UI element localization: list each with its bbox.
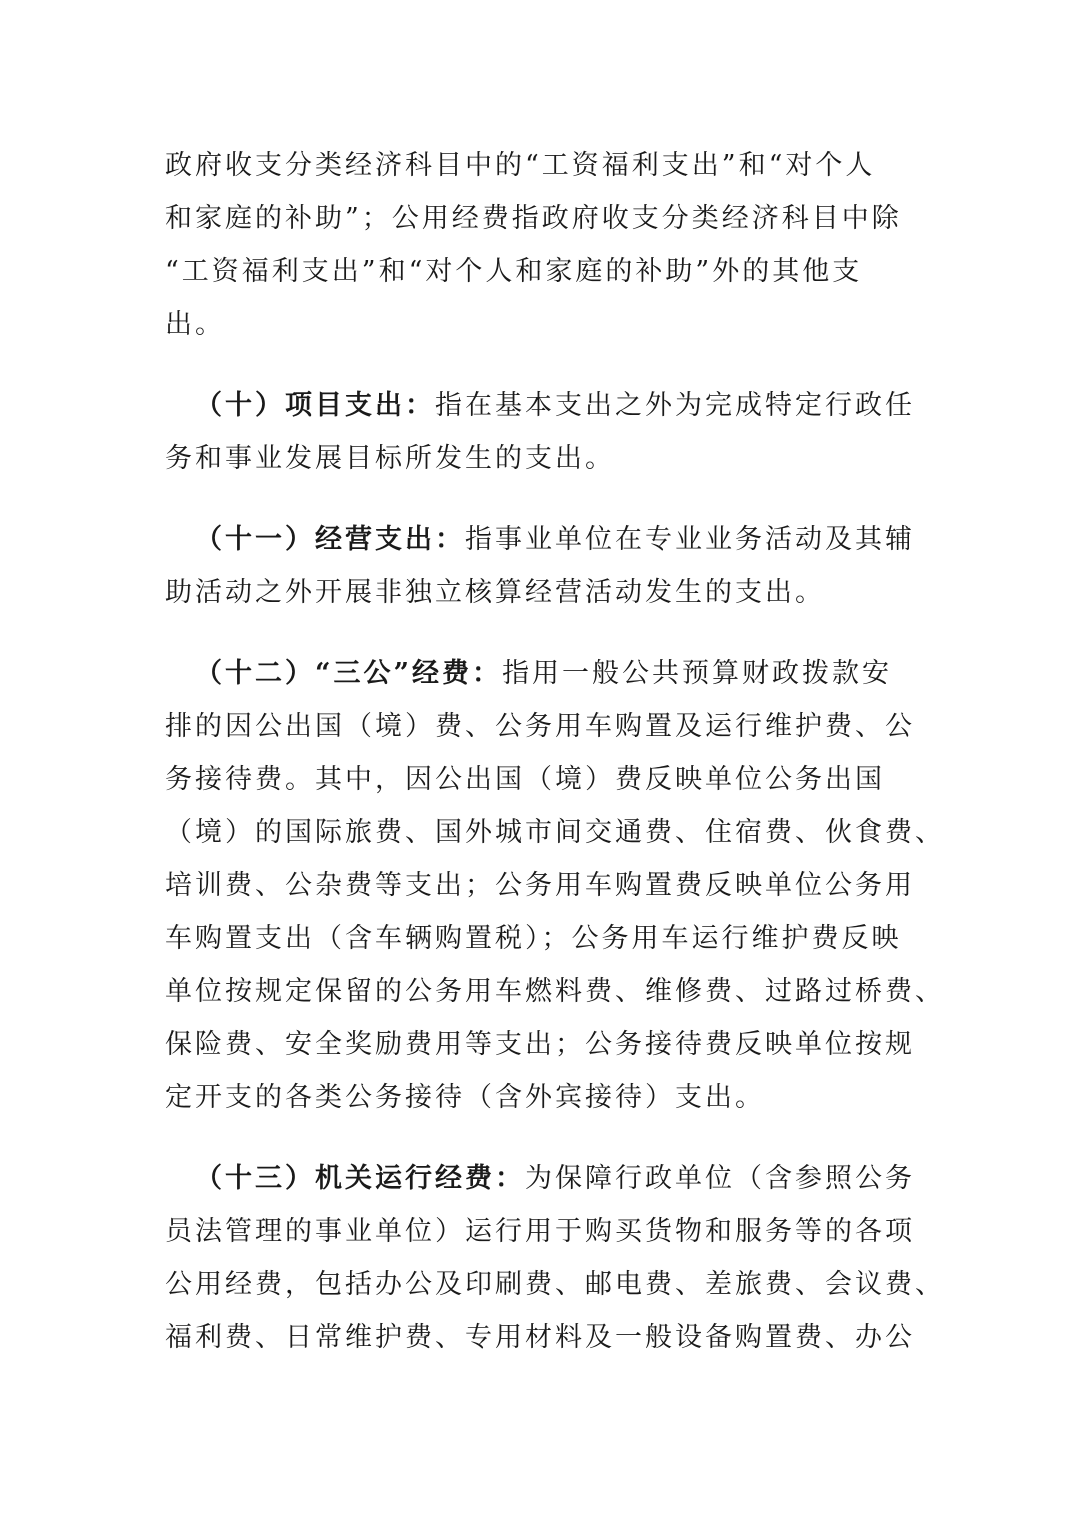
body-line: 助活动之外开展非独立核算经营活动发生的支出。 bbox=[165, 577, 825, 608]
term-definition: 指事业单位在专业业务活动及其辅 bbox=[465, 524, 915, 555]
term-definition: 指在基本支出之外为完成特定行政任 bbox=[435, 390, 915, 421]
term-definition: 指用一般公共预算财政拨款安 bbox=[502, 658, 893, 689]
term-definition: 为保障行政单位（含参照公务 bbox=[525, 1163, 915, 1194]
body-line: 政府收支分类经济科目中的“工资福利支出”和“对个人 bbox=[165, 150, 876, 181]
body-line: 务接待费。其中，因公出国（境）费反映单位公务出国 bbox=[165, 764, 885, 795]
body-line: 员法管理的事业单位）运行用于购买货物和服务等的各项 bbox=[165, 1216, 915, 1247]
body-line: 公用经费，包括办公及印刷费、邮电费、差旅费、会议费、 bbox=[165, 1269, 945, 1300]
body-line: 保险费、安全奖励费用等支出；公务接待费反映单位按规 bbox=[165, 1029, 915, 1060]
body-line: 和家庭的补助”；公用经费指政府收支分类经济科目中除 bbox=[165, 203, 902, 234]
term-heading: （十）项目支出： bbox=[195, 390, 435, 421]
body-line: 单位按规定保留的公务用车燃料费、维修费、过路过桥费、 bbox=[165, 976, 945, 1007]
paragraph-11-first-line bbox=[195, 522, 915, 558]
body-line: 排的因公出国（境）费、公务用车购置及运行维护费、公 bbox=[165, 711, 915, 742]
term-heading: （十三）机关运行经费： bbox=[195, 1163, 525, 1194]
body-line: （境）的国际旅费、国外城市间交通费、住宿费、伙食费、 bbox=[165, 817, 945, 848]
body-line: 出。 bbox=[165, 309, 225, 340]
paragraph-10-first-line bbox=[195, 388, 915, 424]
body-line: 务和事业发展目标所发生的支出。 bbox=[165, 443, 615, 474]
body-line: “工资福利支出”和“对个人和家庭的补助”外的其他支 bbox=[165, 256, 863, 287]
paragraph-13-first-line bbox=[195, 1161, 915, 1197]
paragraph-12-first-line bbox=[195, 656, 892, 692]
body-line: 定开支的各类公务接待（含外宾接待）支出。 bbox=[165, 1082, 765, 1113]
term-heading: （十二）“三公”经费： bbox=[195, 658, 503, 689]
body-line: 福利费、日常维护费、专用材料及一般设备购置费、办公 bbox=[165, 1322, 915, 1353]
body-line: 车购置支出（含车辆购置税）；公务用车运行维护费反映 bbox=[165, 923, 902, 954]
term-heading: （十一）经营支出： bbox=[195, 524, 465, 555]
body-line: 培训费、公杂费等支出；公务用车购置费反映单位公务用 bbox=[165, 870, 915, 901]
